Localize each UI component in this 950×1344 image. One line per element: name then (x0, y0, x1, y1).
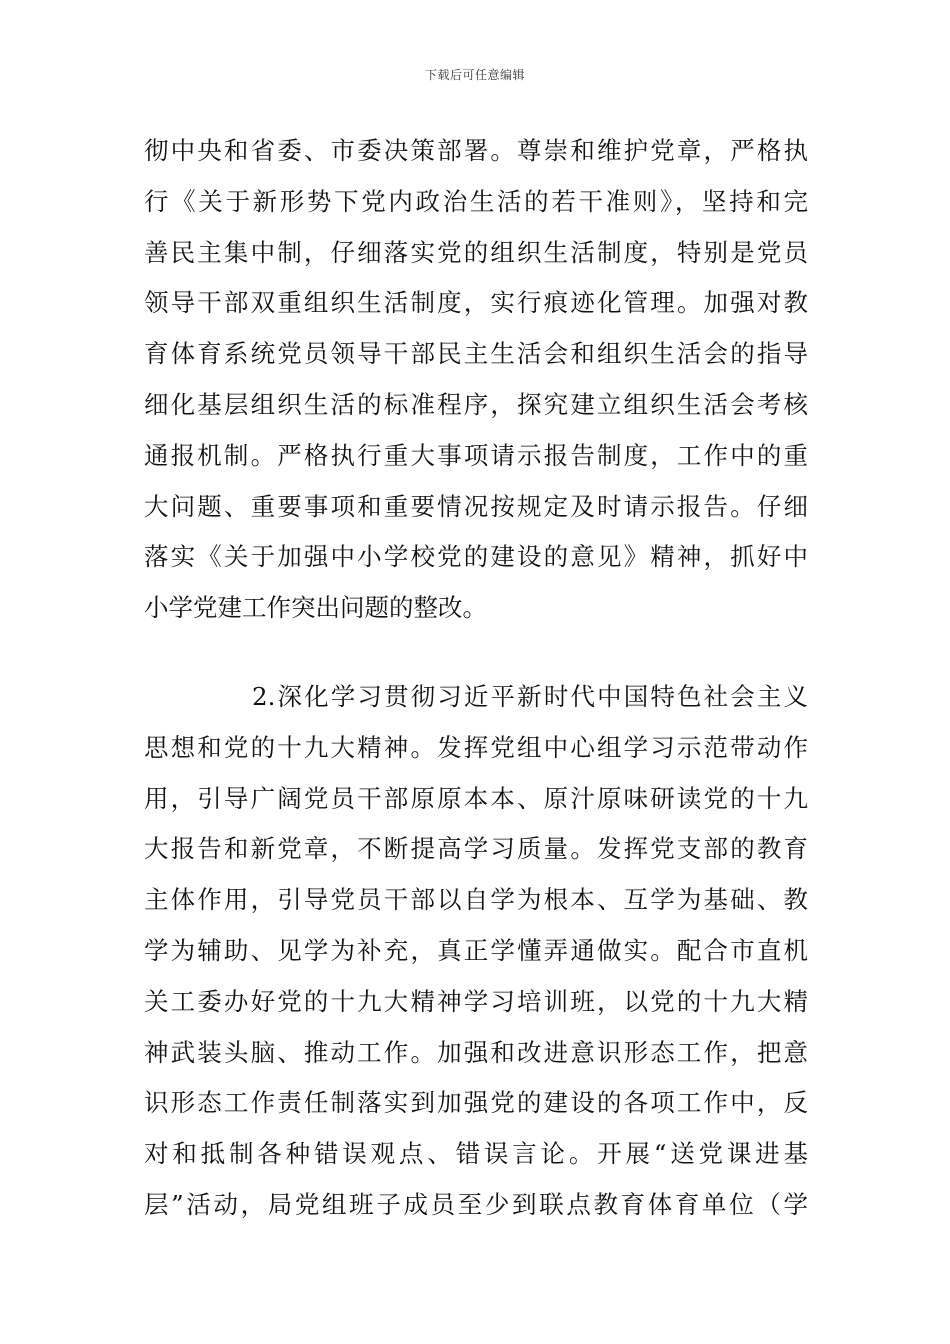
text-line: 主体作用，引导党员干部以自学为根本、互学为基础、教 (144, 885, 808, 915)
text-line: 学为辅助、见学为补充，真正学懂弄通做实。配合市直机 (144, 935, 808, 965)
text-line-first: 2.深化学习贯彻习近平新时代中国特色社会主义 (252, 682, 808, 711)
text-line: 通报机制。严格执行重大事项请示报告制度，工作中的重 (144, 440, 808, 470)
text-line: 彻中央和省委、市委决策部署。尊崇和维护党章，严格执 (144, 136, 808, 165)
text-line: 层”活动，局党组班子成员至少到联点教育体育单位（学 (144, 1189, 808, 1219)
text-line: 行《关于新形势下党内政治生活的若干准则》，坚持和完 (144, 186, 808, 216)
text-line: 善民主集中制，仔细落实党的组织生活制度，特别是党员 (144, 237, 808, 267)
text-line: 细化基层组织生活的标准程序，探究建立组织生活会考核 (144, 389, 808, 419)
paragraph-2 (144, 672, 808, 1231)
text-line: 小学党建工作突出问题的整改。 (144, 593, 487, 623)
text-line: 育体育系统党员领导干部民主生活会和组织生活会的指导 (144, 339, 808, 369)
text-line: 思想和党的十九大精神。发挥党组中心组学习示范带动作 (144, 732, 808, 762)
text-line: 关工委办好党的十九大精神学习培训班，以党的十九大精 (144, 986, 808, 1016)
page-header: 下载后可任意编辑 (424, 68, 525, 82)
text-line: 识形态工作责任制落实到加强党的建设的各项工作中，反 (144, 1088, 808, 1118)
text-line: 大问题、重要事项和重要情况按规定及时请示报告。仔细 (144, 491, 808, 521)
text-line: 用，引导广阔党员干部原原本本、原汁原味研读党的十九 (144, 783, 808, 813)
text-line: 领导干部双重组织生活制度，实行痕迹化管理。加强对教 (144, 288, 808, 318)
text-line: 落实《关于加强中小学校党的建设的意见》精神，抓好中 (144, 542, 808, 572)
paragraph-1 (144, 126, 808, 634)
text-line: 神武装头脑、推动工作。加强和改进意识形态工作，把意 (144, 1037, 808, 1067)
text-line: 对和抵制各种错误观点、错误言论。开展“送党课进基 (144, 1139, 808, 1169)
text-line: 大报告和新党章，不断提高学习质量。发挥党支部的教育 (144, 834, 808, 864)
